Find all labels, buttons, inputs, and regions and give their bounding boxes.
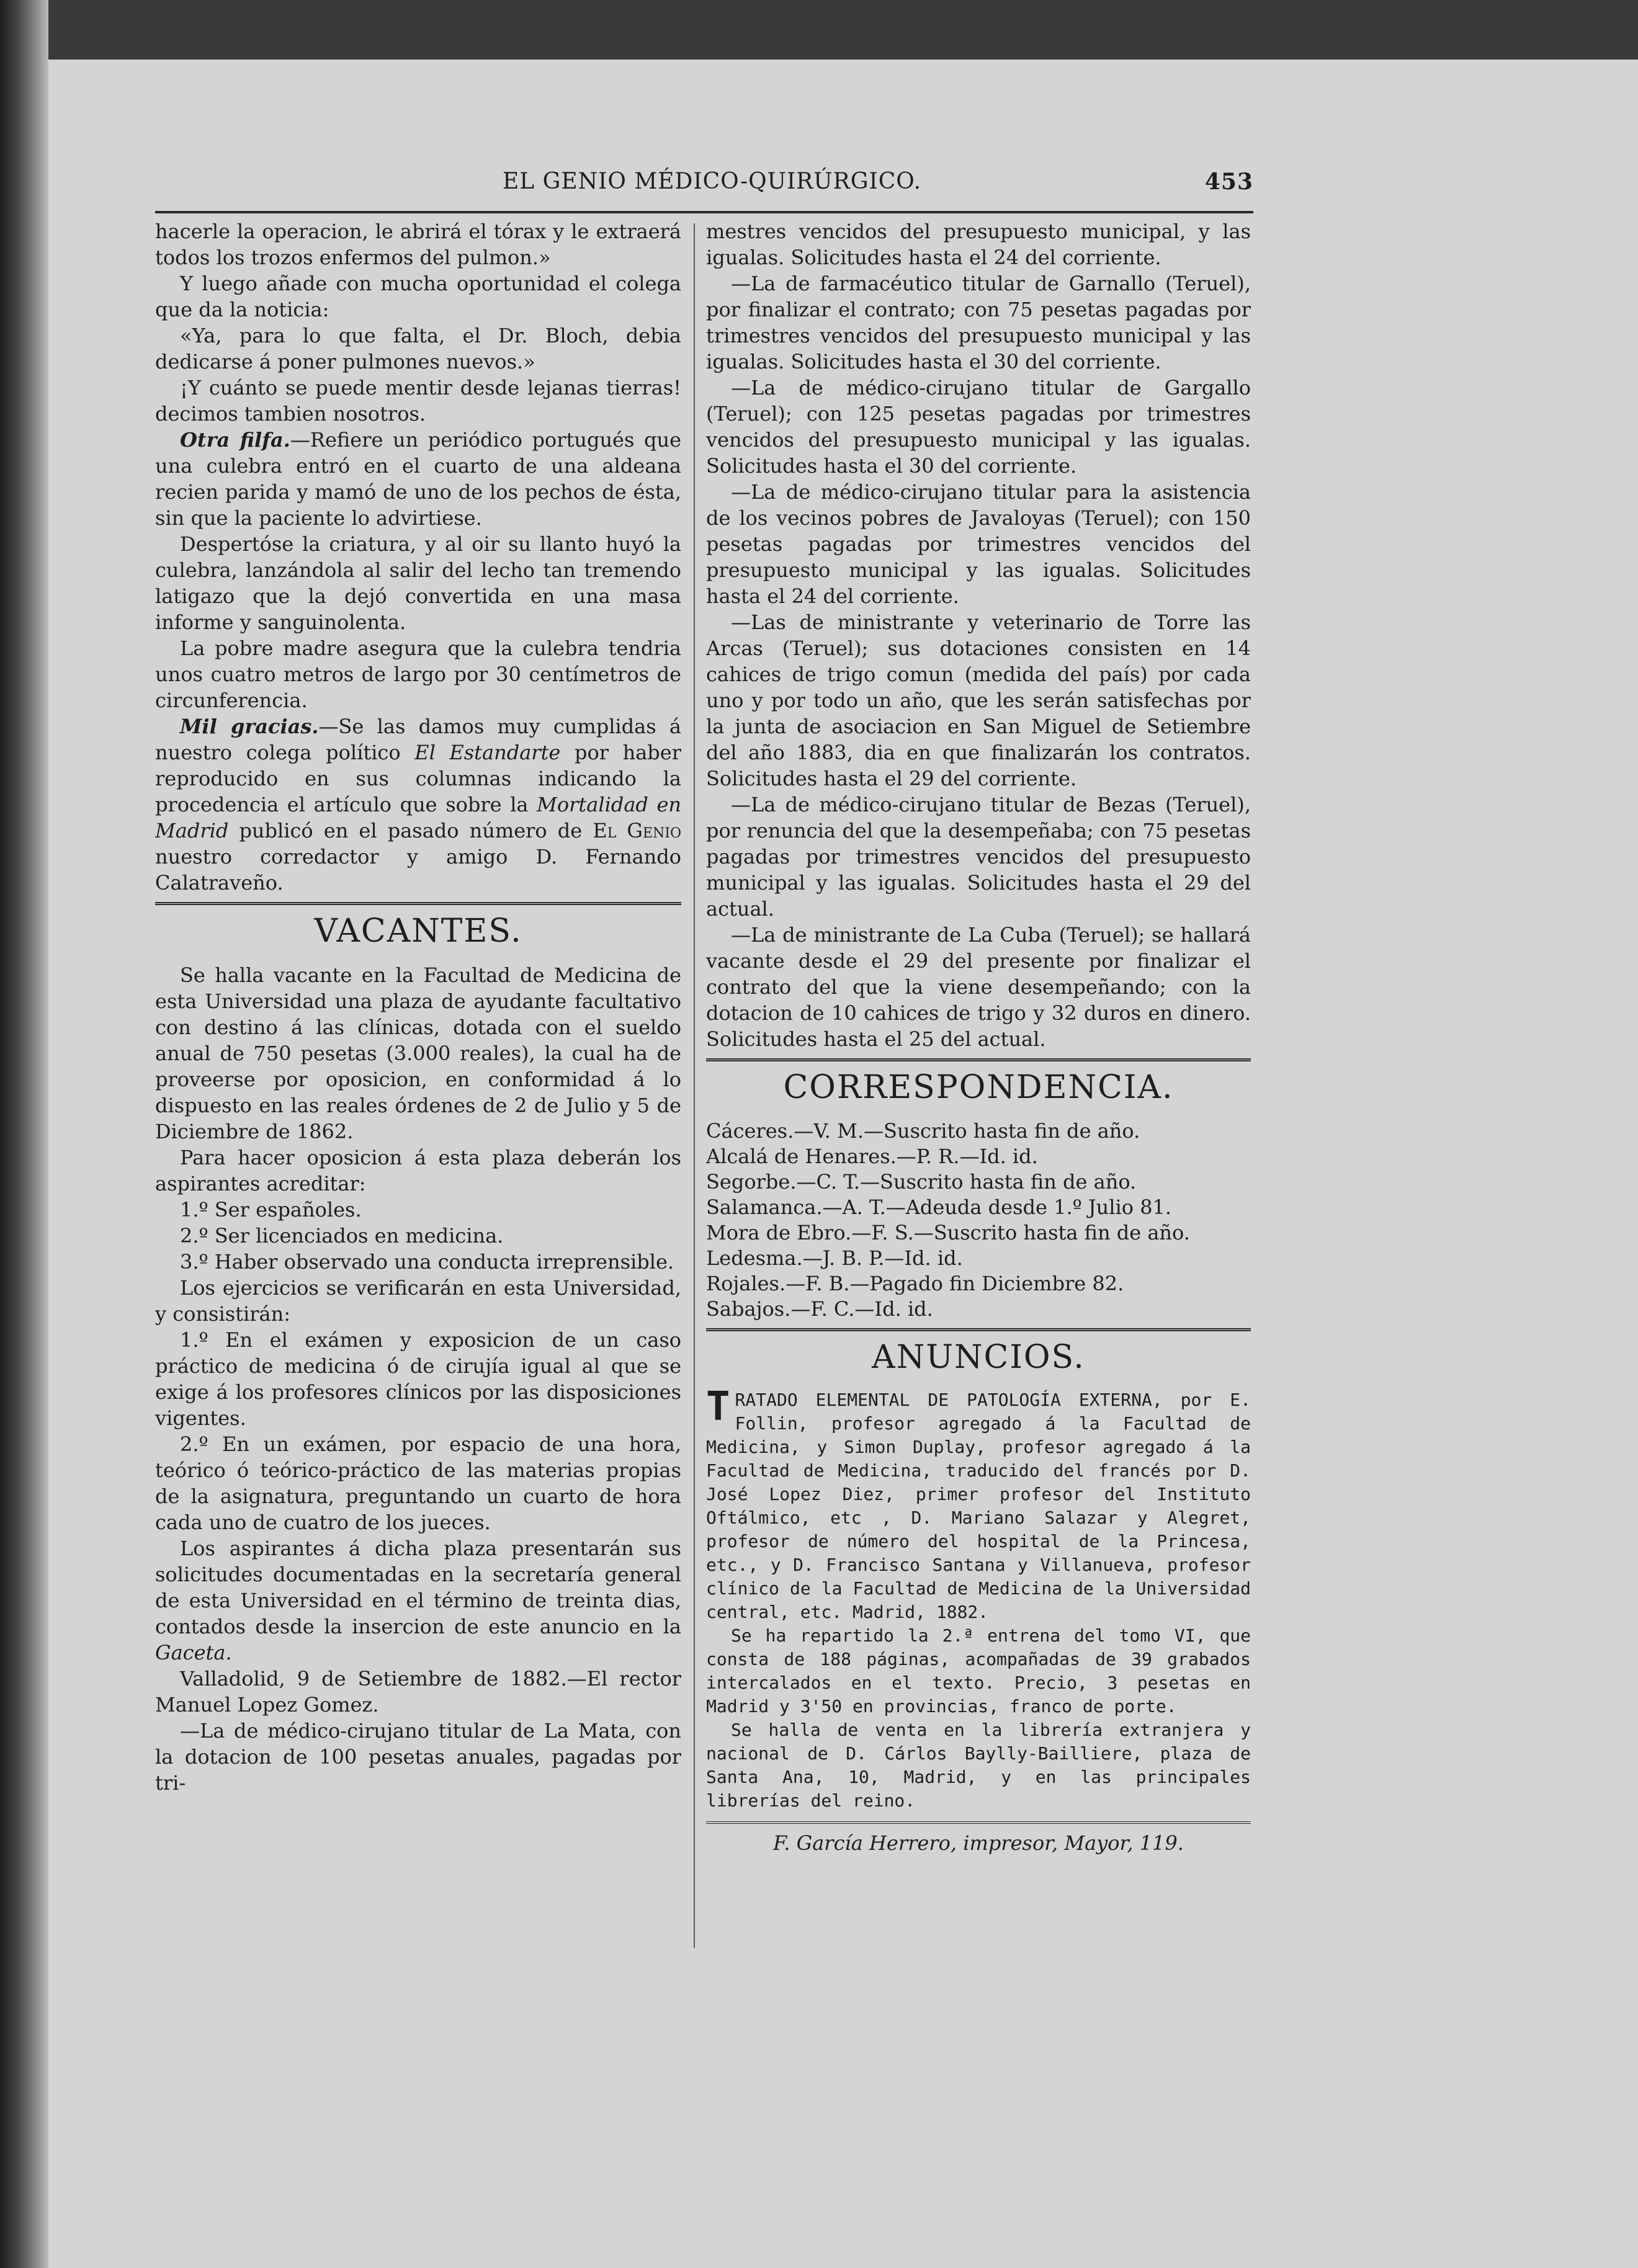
paragraph: Valladolid, 9 de Setiembre de 1882.—El rector Manuel Lopez Gomez. [155, 1667, 681, 1717]
paragraph: Para hacer oposicion á esta plaza deberán los aspirantes acreditar: [155, 1146, 681, 1195]
list-item: 1.º En el exámen y exposicion de un caso práctico de medicina ó de cirujía igual al que se exige á los profesores clínicos por las disposiciones vigentes. [155, 1328, 681, 1430]
list-item: Segorbe.—C. T.—Suscrito hasta fin de año. [706, 1170, 1137, 1194]
list-item: Alcalá de Henares.—P. R.—Id. id. [706, 1145, 1038, 1168]
list-item: 3.º Haber observado una conducta irreprensible. [180, 1250, 674, 1274]
column-separator [694, 223, 695, 1948]
list-item: Salamanca.—A. T.—Adeuda desde 1.º Julio 81. [706, 1195, 1172, 1219]
ad-paragraph: TRATADO ELEMENTAL DE PATOLOGÍA EXTERNA, por E. Follin, profesor agregado á la Facultad de Medicina, y Simon Duplay, profesor agregado á la Facultad de Medicina, traducido del francés por D. José Lopez Diez, primer profesor del Instituto Oftálmico, etc , D. Mariano Salazar y Alegret, profesor de número del hospital de la Princesa, etc., y D. Francisco Santana y Villanueva, profesor clínico de la Facultad de Medicina de la Universidad central, etc. Madrid, 1882. [706, 1384, 1251, 1622]
news-item-mil-gracias: Mil gracias.—Se las damos muy cumplidas á nuestro colega político El Estandarte por haber reproducido en sus columnas indicando la procedencia el artículo que sobre la Mortalidad en Madrid publicó en el pasado número de El Genio nuestro corredactor y amigo D. Fernando Calatraveño. [155, 715, 681, 895]
paragraph: —La de médico-cirujano titular de Bezas (Teruel), por renuncia del que la desempeñaba; con 75 pesetas pagadas por trimestres vencidos del presupuesto municipal y las igualas. Solicitudes hasta el 29 del actual. [706, 793, 1251, 921]
paragraph: —La de farmacéutico titular de Garnallo (Teruel), por finalizar el contrato; con 75 pesetas pagadas por trimestres vencidos del presupuesto municipal y las igualas. Solicitudes hasta el 30 del corriente. [706, 272, 1251, 373]
paragraph: Los aspirantes á dicha plaza presentarán sus solicitudes documentadas en la secretaría general de esta Universidad en el término de treinta dias, contados desde la insercion de este anuncio en la Gaceta. [155, 1537, 681, 1664]
page-number: 453 [1204, 169, 1253, 195]
list-item: Mora de Ebro.—F. S.—Suscrito hasta fin de año. [706, 1221, 1190, 1244]
paragraph: La pobre madre asegura que la culebra tendria unos cuatro metros de largo por 30 centímetros de circunferencia. [155, 636, 681, 712]
ad-paragraph: Se ha repartido la 2.ª entrena del tomo VI, que consta de 188 páginas, acompañadas de 39 grabados intercalados en el texto. Precio, 3 pesetas en Madrid y 3'50 en provincias, franco de porte. [706, 1625, 1251, 1717]
paragraph: —La de médico-cirujano titular para la asistencia de los vecinos pobres de Javaloyas (Teruel); con 150 pesetas pagadas por trimestres vencidos del presupuesto municipal y las igualas. Solicitudes hasta el 24 del corriente. [706, 480, 1251, 608]
printer-imprint: F. García Herrero, impresor, Mayor, 119. [706, 1821, 1251, 1856]
drop-cap: T [706, 1384, 730, 1430]
journal-title: EL GENIO MÉDICO-QUIRÚRGICO. [503, 169, 922, 194]
paragraph: —Las de ministrante y veterinario de Torre las Arcas (Teruel); sus dotaciones consisten en 14 cahices de trigo comun (medida del país) por cada uno y por todo un año, que les serán satisfechas por la junta de asociacion en San Miguel de Setiembre del año 1883, dia en que finalizarán los contratos. Solicitudes hasta el 29 del corriente. [706, 610, 1251, 790]
paragraph: mestres vencidos del presupuesto municipal, y las igualas. Solicitudes hasta el 24 del corriente. [706, 220, 1251, 269]
paragraph: «Ya, para lo que falta, el Dr. Bloch, debia dedicarse á poner pulmones nuevos.» [155, 324, 681, 373]
section-title-anuncios: ANUNCIOS. [706, 1328, 1251, 1377]
paragraph: hacerle la operacion, le abrirá el tórax y le extraerá todos los trozos enfermos del pulmon.» [155, 220, 681, 269]
list-item: Ledesma.—J. B. P.—Id. id. [706, 1246, 963, 1270]
correspondence-list [706, 1118, 1251, 1322]
paragraph: Y luego añade con mucha oportunidad el colega que da la noticia: [155, 272, 681, 321]
section-title-correspondencia: CORRESPONDENCIA. [706, 1058, 1251, 1107]
list-item: Cáceres.—V. M.—Suscrito hasta fin de año. [706, 1119, 1140, 1143]
paragraph: Los ejercicios se verificarán en esta Universidad, y consistirán: [155, 1276, 681, 1326]
list-item: Rojales.—F. B.—Pagado fin Diciembre 82. [706, 1272, 1124, 1295]
ad-paragraph: Se halla de venta en la librería extranjera y nacional de D. Cárlos Baylly-Bailliere, plaza de Santa Ana, 10, Madrid, y en las principales librerías del reino. [706, 1720, 1251, 1811]
running-header [155, 169, 1253, 200]
header-rule [155, 211, 1253, 213]
item-heading: Mil gracias. [180, 715, 319, 738]
paragraph: Despertóse la criatura, y al oir su llanto huyó la culebra, lanzándola al salir del lecho tan tremendo latigazo que la dejó convertida en una masa informe y sanguinolenta. [155, 532, 681, 634]
list-item: Sabajos.—F. C.—Id. id. [706, 1297, 933, 1321]
item-heading: Otra filfa. [180, 428, 290, 452]
list-item: 2.º En un exámen, por espacio de una hora, teórico ó teórico-práctico de las materias propias de la asignatura, preguntando un cuarto de hora cada uno de cuatro de los jueces. [155, 1432, 681, 1534]
list-item: 1.º Ser españoles. [180, 1198, 362, 1221]
right-column [706, 218, 1251, 1980]
paragraph: Se halla vacante en la Facultad de Medicina de esta Universidad una plaza de ayudante facultativo con destino á las clínicas, dotada con el sueldo anual de 750 pesetas (3.000 reales), la cual ha de proveerse por oposicion, en conformidad á lo dispuesto en las reales órdenes de 2 de Julio y 5 de Diciembre de 1862. [155, 963, 681, 1143]
list-item: 2.º Ser licenciados en medicina. [180, 1224, 504, 1248]
paragraph: —La de ministrante de La Cuba (Teruel); se hallará vacante desde el 29 del presente por finalizar el contrato del que la viene desempeñando; con la dotacion de 10 cahices de trigo y 32 duros en dinero. Solicitudes hasta el 25 del actual. [706, 923, 1251, 1051]
advertisement [706, 1384, 1251, 1813]
book-gutter [0, 0, 48, 2268]
news-item-otra-filfa: Otra filfa.—Refiere un periódico portugués que una culebra entró en el cuarto de una aldeana recien parida y mamó de uno de los pechos de ésta, sin que la paciente lo advirtiese. [155, 428, 681, 530]
left-column [155, 218, 681, 1980]
paragraph: ¡Y cuánto se puede mentir desde lejanas tierras! decimos tambien nosotros. [155, 376, 681, 426]
section-title-vacantes: VACANTES. [155, 902, 681, 951]
paragraph: —La de médico-cirujano titular de Gargallo (Teruel); con 125 pesetas pagadas por trimestres vencidos del presupuesto municipal y las igualas. Solicitudes hasta el 30 del corriente. [706, 376, 1251, 478]
paragraph: —La de médico-cirujano titular de La Mata, con la dotacion de 100 pesetas anuales, pagadas por tri- [155, 1719, 681, 1795]
